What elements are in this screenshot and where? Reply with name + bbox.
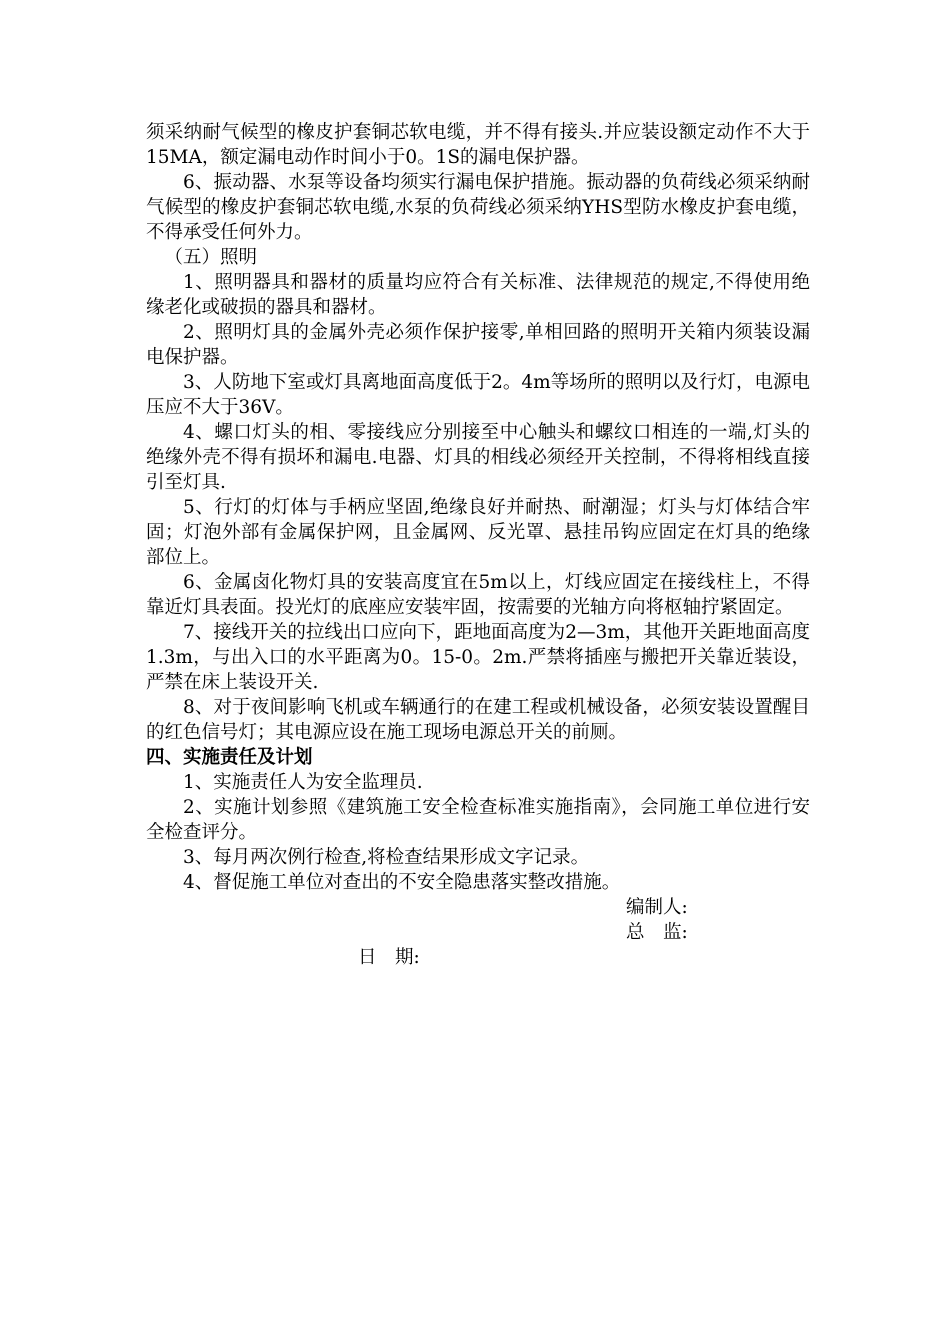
supervisor-label: 总 监:	[626, 922, 688, 943]
plan-item-2: 2、实施计划参照《建筑施工安全检查标准实施指南》，会同施工单位进行安全检查评分。	[146, 797, 810, 843]
preparer-label: 编制人:	[626, 897, 688, 918]
paragraph-vibrator-pump: 6、振动器、水泵等设备均须实行漏电保护措施。振动器的负荷线必须采纳耐气候型的橡皮护套铜芯软电缆,水泵的负荷线必须采纳YHS型防水橡皮护套电缆，不得承受任何外力。	[146, 172, 810, 243]
lighting-item-7: 7、接线开关的拉线出口应向下，距地面高度为2—3m，其他开关距地面高度1.3m，与出入口的水平距离为0。15-0。2m.严禁将插座与搬把开关靠近装设，严禁在床上装设开关.	[146, 622, 810, 693]
lighting-item-3: 3、人防地下室或灯具离地面高度低于2。4m等场所的照明以及行灯，电源电压应不大于36V。	[146, 372, 810, 418]
lighting-item-8: 8、对于夜间影响飞机或车辆通行的在建工程或机械设备，必须安装设置醒目的红色信号灯；其电源应设在施工现场电源总开关的前厕。	[146, 697, 810, 743]
plan-item-4: 4、督促施工单位对查出的不安全隐患落实整改措施。	[183, 872, 621, 893]
lighting-item-5: 5、行灯的灯体与手柄应坚固,绝缘良好并耐热、耐潮湿；灯头与灯体结合牢固；灯泡外部有金属保护网，且金属网、反光罩、悬挂吊钩应固定在灯具的绝缘部位上。	[146, 497, 810, 568]
lighting-item-6: 6、金属卤化物灯具的安装高度宜在5m以上，灯线应固定在接线柱上，不得靠近灯具表面。投光灯的底座应安装牢固，按需要的光轴方向将枢轴拧紧固定。	[146, 572, 810, 618]
lighting-item-2: 2、照明灯具的金属外壳必须作保护接零,单相回路的照明开关箱内须装设漏电保护器。	[146, 322, 810, 368]
paragraph-cable-requirements: 须采纳耐气候型的橡皮护套铜芯软电缆，并不得有接头.并应装设额定动作不大于15MA，额定漏电动作时间小于0。1S的漏电保护器。	[146, 122, 810, 168]
subsection-title-lighting: （五）照明	[164, 247, 258, 268]
lighting-item-4: 4、螺口灯头的相、零接线应分别接至中心触头和螺纹口相连的一端,灯头的绝缘外壳不得有损坏和漏电.电器、灯具的相线必须经开关控制，不得将相线直接引至灯具.	[146, 422, 810, 493]
date-label: 日 期:	[358, 947, 420, 968]
lighting-item-1: 1、照明器具和器材的质量均应符合有关标准、法律规范的规定,不得使用绝缘老化或破损的器具和器材。	[146, 272, 810, 318]
document-page	[146, 120, 810, 970]
plan-item-3: 3、每月两次例行检查,将检查结果形成文字记录。	[183, 847, 590, 868]
plan-item-1: 1、实施责任人为安全监理员.	[183, 772, 423, 793]
section-title-implementation: 四、实施责任及计划	[146, 747, 313, 768]
